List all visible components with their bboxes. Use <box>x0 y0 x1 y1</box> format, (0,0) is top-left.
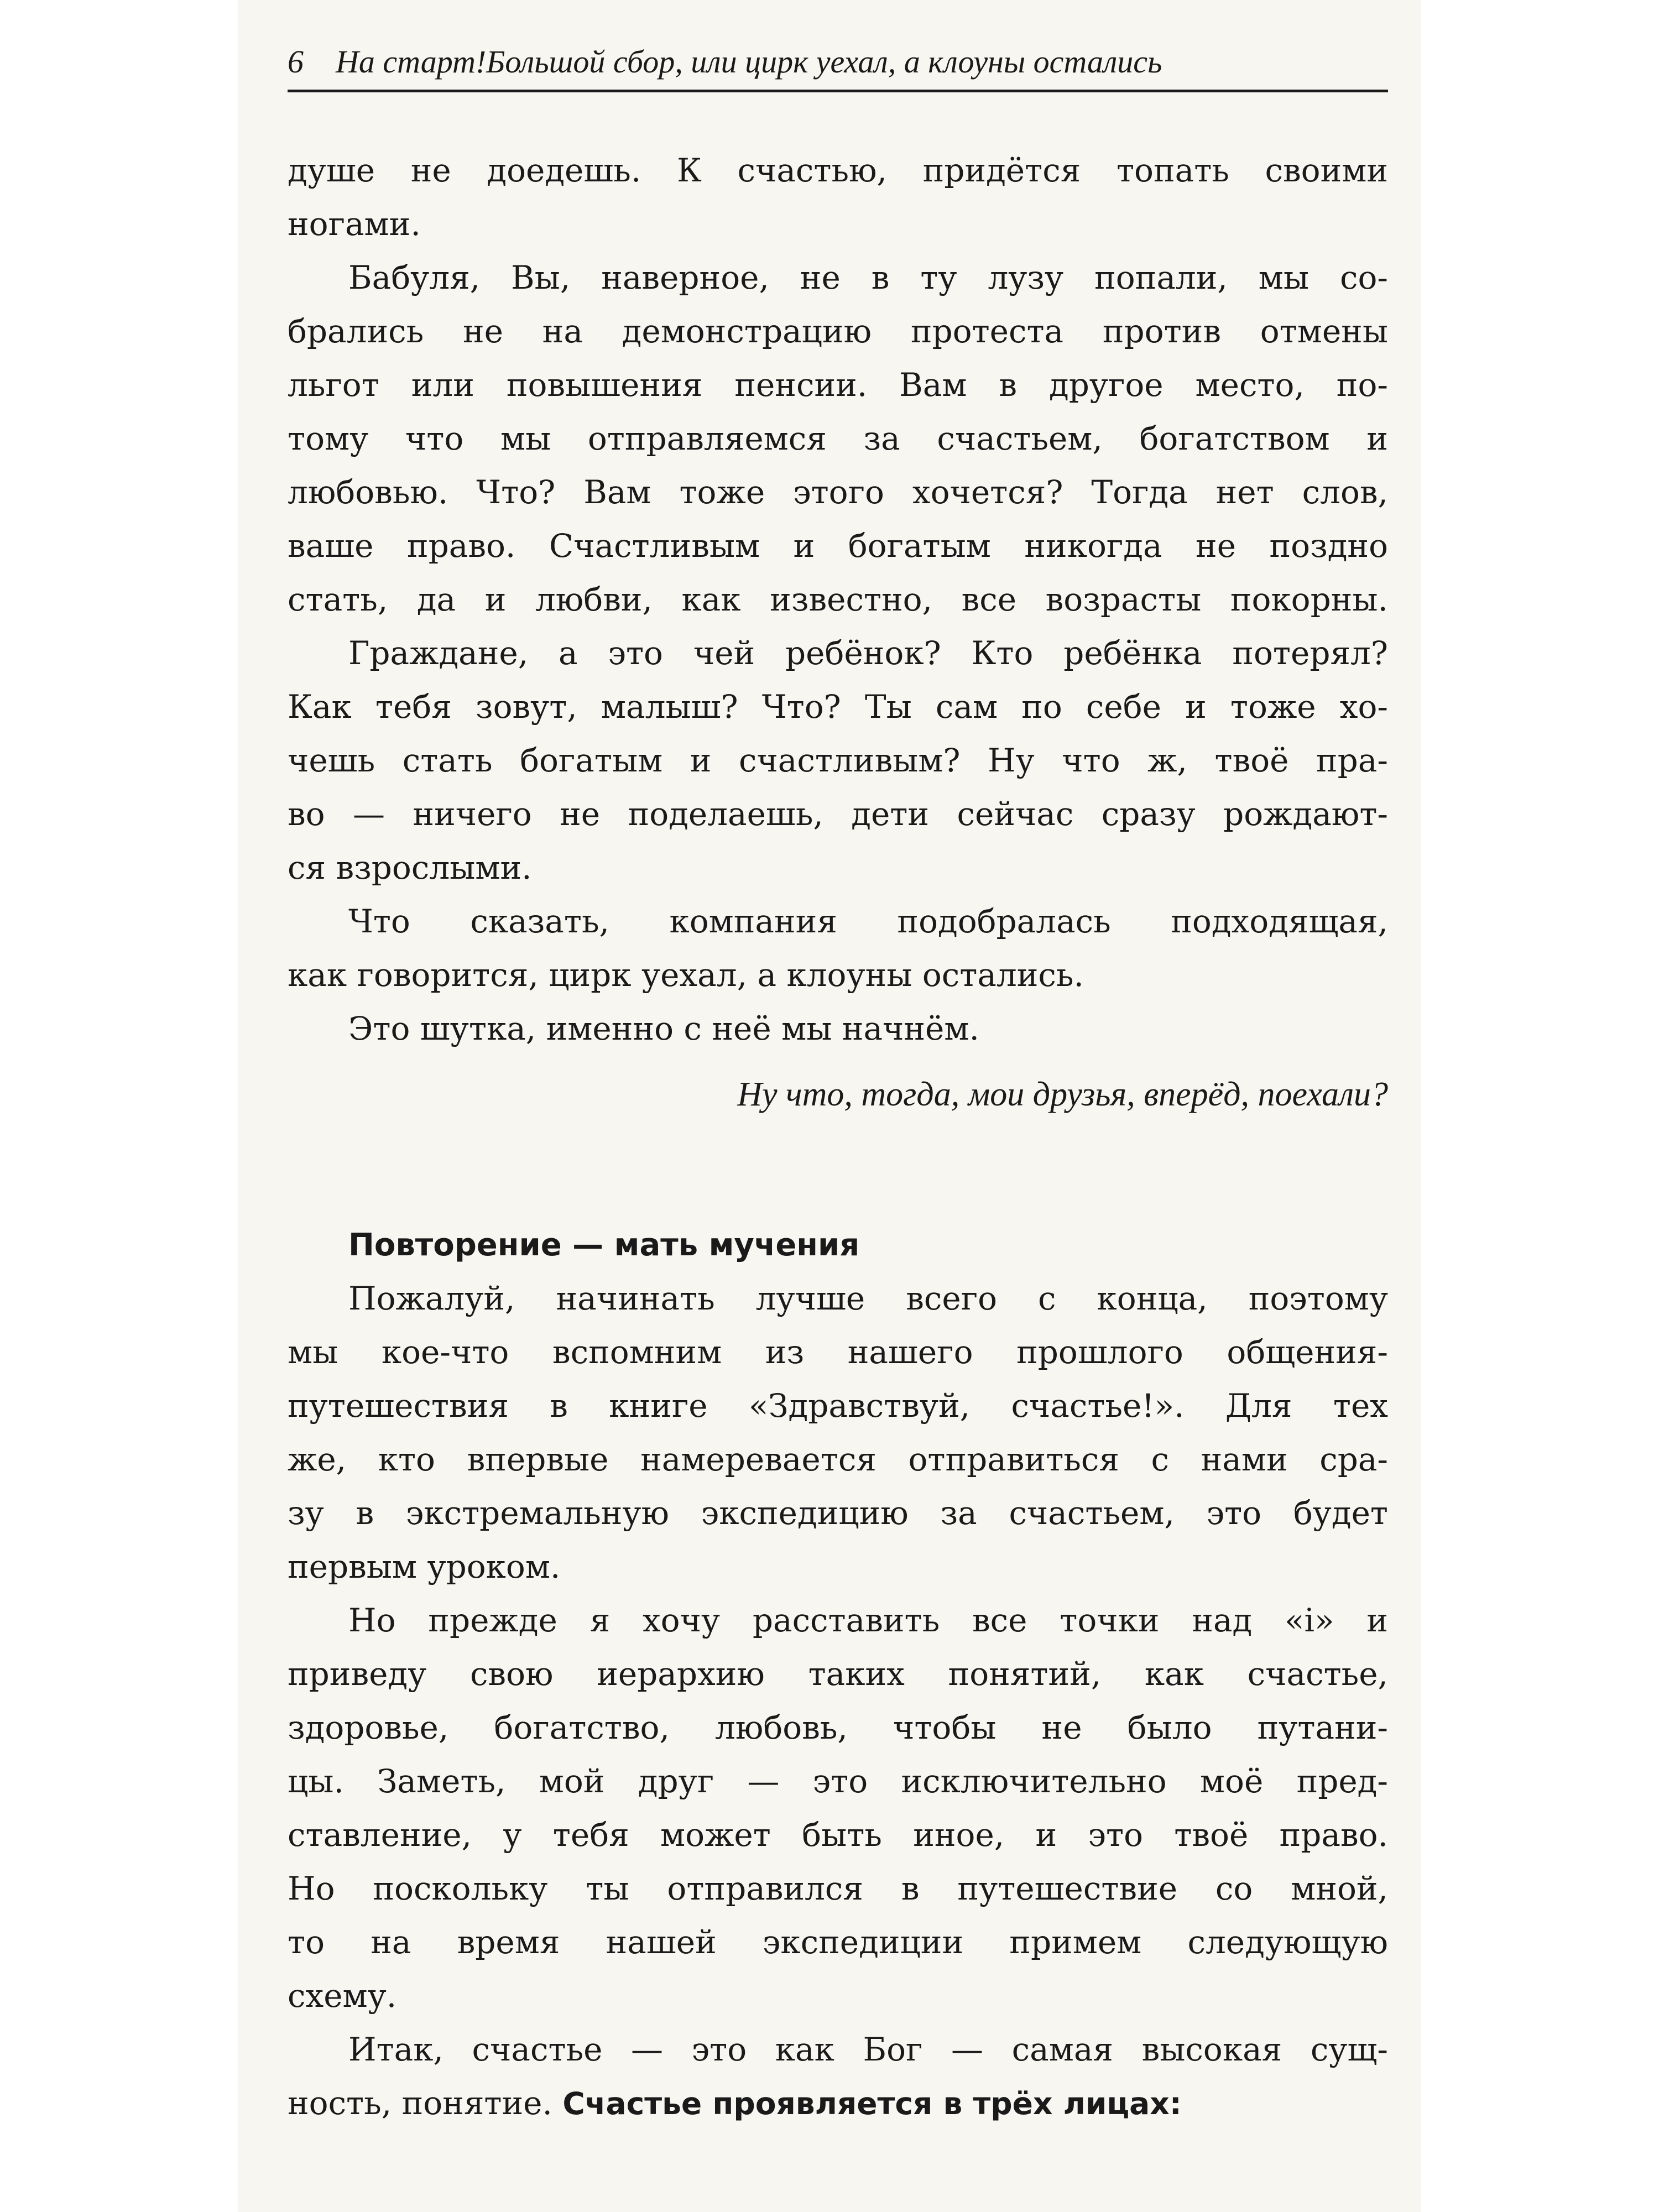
text-line: Итак, счастье — это как Бог — самая высокая сущ- <box>348 2031 1388 2068</box>
text-line: любовью. Что? Вам тоже этого хочется? Тогда нет слов, <box>288 473 1388 511</box>
text-line: Пожалуй, начинать лучше всего с конца, поэтому <box>348 1280 1388 1317</box>
text-fragment: ность, понятие. <box>288 2084 563 2122</box>
text-line: то на время нашей экспедиции примем следующую <box>288 1923 1388 1961</box>
text-line: же, кто впервые намеревается отправиться с нами сра- <box>288 1441 1388 1478</box>
text-line: схему. <box>288 1977 397 2015</box>
text-line: стать, да и любви, как известно, все возрасты покорны. <box>288 581 1388 618</box>
text-line: Бабуля, Вы, наверное, не в ту лузу попали, мы со- <box>348 259 1388 296</box>
text-line: во — ничего не поделаешь, дети сейчас сразу рождают- <box>288 795 1388 833</box>
text-line-mixed <box>288 2077 1388 2130</box>
page-number: 6 <box>288 44 304 80</box>
text-line: ся взрослыми. <box>288 849 532 886</box>
text-line: Но поскольку ты отправился в путешествие со мной, <box>288 1870 1388 1907</box>
running-header <box>288 34 1388 92</box>
running-title: На старт!Большой сбор, или цирк уехал, а клоуны остались <box>336 44 1162 80</box>
text-line: Что сказать, компания подобралась подходящая, <box>348 902 1388 940</box>
text-line: душе не доедешь. К счастью, придётся топать своими <box>288 152 1388 189</box>
page-body <box>288 144 1388 2130</box>
text-line: Граждане, а это чей ребёнок? Кто ребёнка потерял? <box>348 634 1388 672</box>
text-line: тому что мы отправляемся за счастьем, богатством и <box>288 420 1388 457</box>
text-line: как говорится, цирк уехал, а клоуны остались. <box>288 956 1084 994</box>
text-line: Это шутка, именно с неё мы начнём. <box>348 1010 979 1047</box>
text-line: зу в экстремальную экспедицию за счастьем, это будет <box>288 1494 1388 1532</box>
text-line: чешь стать богатым и счастливым? Ну что ж, твоё пра- <box>288 742 1388 779</box>
text-line: ставление, у тебя может быть иное, и это твоё право. <box>288 1816 1388 1854</box>
section-spacer <box>288 1121 1388 1218</box>
text-line: льгот или повышения пенсии. Вам в другое место, по- <box>288 366 1388 404</box>
text-line: мы кое-что вспомним из нашего прошлого общения- <box>288 1333 1388 1371</box>
text-line: первым уроком. <box>288 1548 561 1585</box>
text-line: путешествия в книге «Здравствуй, счастье!». Для тех <box>288 1387 1388 1425</box>
text-line: ваше право. Счастливым и богатым никогда не поздно <box>288 527 1388 565</box>
text-line: приведу свою иерархию таких понятий, как счастье, <box>288 1655 1388 1693</box>
text-line: здоровье, богатство, любовь, чтобы не было путани- <box>288 1709 1388 1746</box>
section-heading: Повторение — мать мучения <box>348 1227 860 1263</box>
text-line: брались не на демонстрацию протеста против отмены <box>288 312 1388 350</box>
bold-emphasis: Счастье проявляется в трёх лицах: <box>562 2086 1182 2121</box>
epigraph-quote: Ну что, тогда, мои друзья, вперёд, поехали? <box>737 1076 1388 1113</box>
text-line: Но прежде я хочу расставить все точки над «i» и <box>348 1601 1388 1639</box>
text-line: ногами. <box>288 205 421 243</box>
text-line: цы. Заметь, мой друг — это исключительно моё пред- <box>288 1762 1388 1800</box>
text-line: Как тебя зовут, малыш? Что? Ты сам по себе и тоже хо- <box>288 688 1388 726</box>
